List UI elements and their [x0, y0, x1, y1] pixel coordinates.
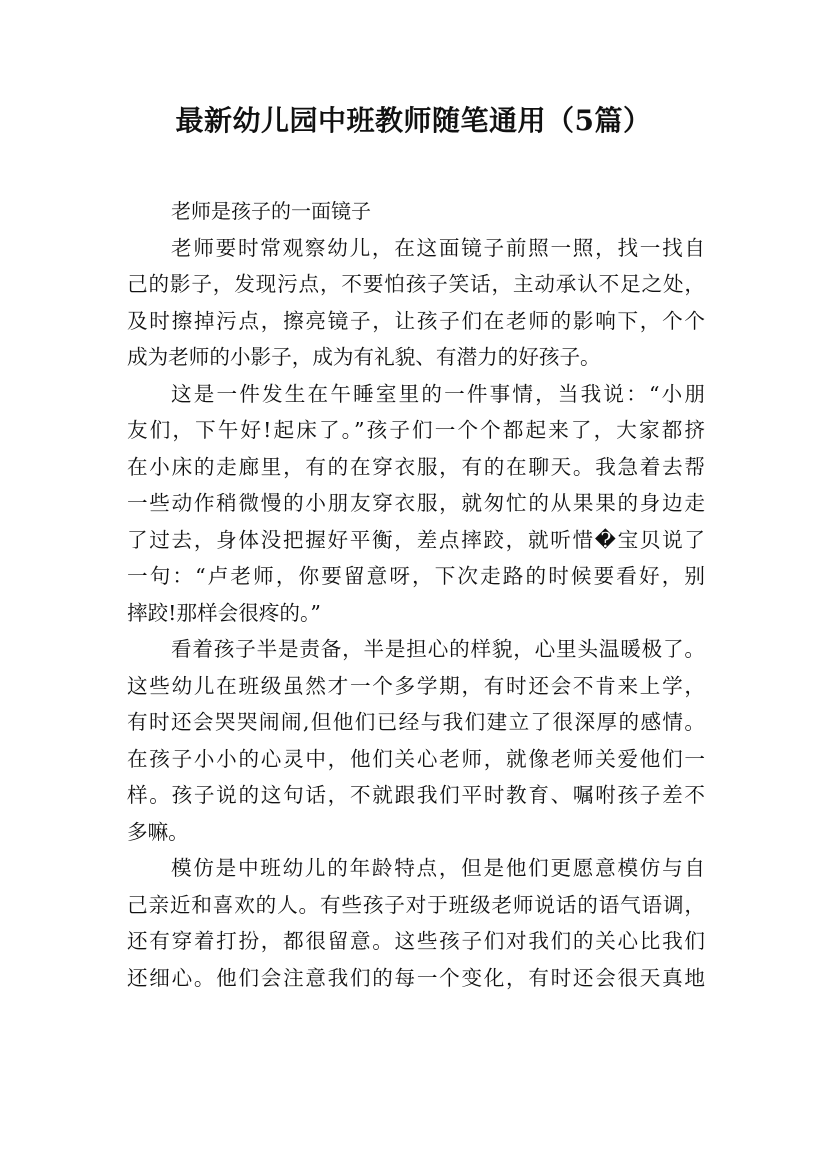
paragraph-line: 看着孩子半是责备，半是担心的样貌，心里头温暖极了。	[171, 637, 705, 661]
paragraph-line: 己的影子，发现污点，不要怕孩子笑话，主动承认不足之处，	[127, 272, 705, 296]
paragraph-line: 样。孩子说的这句话，不就跟我们平时教育、嘱咐孩子差不	[127, 783, 705, 807]
paragraph-line: 这是一件发生在午睡室里的一件事情，当我说：“小朋	[171, 381, 705, 406]
paragraph-4	[127, 850, 705, 996]
paragraph-line: 还有穿着打扮，都很留意。这些孩子们对我们的关心比我们	[127, 929, 705, 953]
paragraph-line: 模仿是中班幼儿的年龄特点，但是他们更愿意模仿与自	[171, 856, 705, 880]
document-title: 最新幼儿园中班教师随笔通用（5篇）	[175, 104, 652, 137]
paragraph-line: 一句：“卢老师，你要留意呀，下次走路的时候要看好，别	[127, 564, 705, 588]
paragraph-line: 及时擦掉污点，擦亮镜子，让孩子们在老师的影响下，个个	[127, 308, 705, 333]
paragraph-line: 还细心。他们会注意我们的每一个变化，有时还会很天真地	[127, 965, 705, 990]
paragraph-line: 一些动作稍微慢的小朋友穿衣服，就匆忙的从果果的身边走	[127, 491, 705, 515]
paragraph-line: 有时还会哭哭闹闹,但他们已经与我们建立了很深厚的感情。	[127, 710, 705, 734]
paragraph-1	[127, 230, 705, 376]
paragraph-line: 在孩子小小的心灵中，他们关心老师，就像老师关爱他们一	[127, 746, 705, 771]
paragraph-line: 老师要时常观察幼儿，在这面镜子前照一照，找一找自	[171, 235, 705, 260]
paragraph-line: 摔跤!那样会很疼的。”	[127, 600, 321, 625]
paragraph-3	[127, 631, 705, 850]
paragraph-line: 在小床的走廊里，有的在穿衣服，有的在聊天。我急着去帮	[127, 454, 705, 479]
paragraph-2	[127, 376, 705, 632]
section-heading: 老师是孩子的一面镜子	[171, 199, 371, 223]
paragraph-line: 了过去，身体没把握好平衡，差点摔跤，就听惜�宝贝说了	[127, 527, 705, 552]
document-body	[127, 193, 705, 996]
paragraph-line: 这些幼儿在班级虽然才一个多学期，有时还会不肯来上学，	[127, 673, 705, 698]
paragraph-line: 多嘛。	[127, 819, 189, 844]
paragraph-line: 己亲近和喜欢的人。有些孩子对于班级老师说话的语气语调，	[127, 892, 705, 917]
paragraph-line: 成为老师的小影子，成为有礼貌、有潜力的好孩子。	[127, 345, 601, 369]
paragraph-line: 友们，下午好!起床了。”孩子们一个个都起来了，大家都挤	[127, 418, 705, 442]
